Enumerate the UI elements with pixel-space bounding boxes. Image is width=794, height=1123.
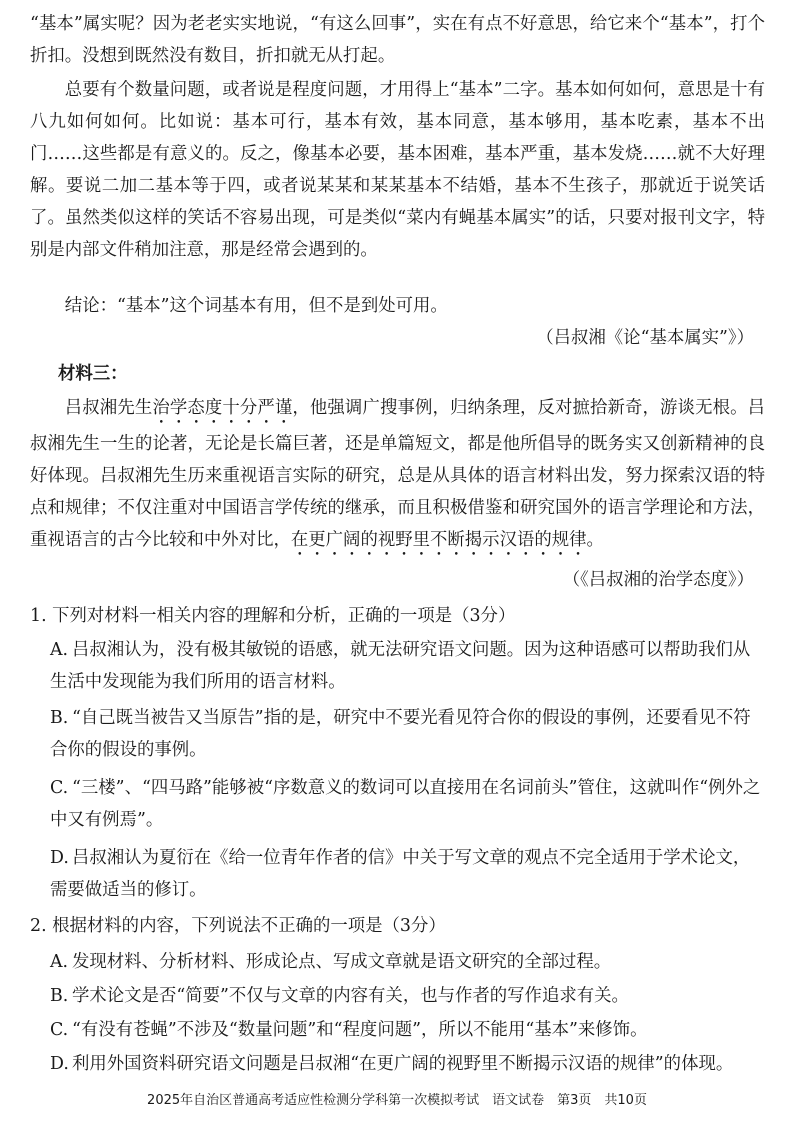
option-label: B.	[50, 986, 69, 1006]
option-text: 吕叔湘认为，没有极其敏锐的语感，就无法研究语文问题。因为这种语感可以帮助我们从生活中发现能为我们所用的语言材料。	[50, 640, 751, 692]
option-label: B.	[50, 708, 69, 728]
material3-heading: 材料三：	[58, 364, 128, 384]
question-1-option-c	[50, 772, 765, 836]
question-1-option-a	[50, 634, 765, 698]
option-text: 发现材料、分析材料、形成论点、写成文章就是语文研究的全部过程。	[72, 952, 612, 972]
material2-paragraph-2: 总要有个数量问题，或者说是程度问题，才用得上“基本”二字。基本如何如何，意思是十有八九如何如何。比如说：基本可行，基本有效，基本同意，基本够用，基本吃素，基本不出门……这些都是有意义的。反之，像基本必要，基本困难，基本严重，基本发烧……就不大好理解。要说二加二基本等于四，或者说某某和某某基本不结婚，基本不生孩子，那就近于说笑话了。虽然类似这样的笑话不容易出现，可是类似“菜内有蝇基本属实”的话，只要对报刊文字，特别是内部文件稍加注意，那是经常会遇到的。	[30, 80, 765, 260]
material2-paragraph-1: “基本”属实呢？因为老老实实地说，“有这么回事”，实在有点不好意思，给它来个“基本”，打个折扣。没想到既然没有数目，折扣就无从打起。	[30, 14, 765, 66]
option-text: “三楼”、“四马路”能够被“序数意义的数词可以直接用在名词前头”管住，这就叫作“例外之中又有例焉”。	[50, 778, 761, 830]
material3-source: （《吕叔湘的治学态度》）	[562, 570, 754, 590]
material3-paragraph	[30, 392, 765, 560]
option-text: “有没有苍蝇”不涉及“数量问题”和“程度问题”，所以不能用“基本”来修饰。	[72, 1020, 648, 1040]
option-text: 吕叔湘认为夏衍在《给一位青年作者的信》中关于写文章的观点不完全适用于学术论文，需要做适当的修订。	[50, 848, 751, 900]
option-label: C.	[50, 1020, 69, 1040]
option-text: “自己既当被告又当原告”指的是，研究中不要光看见符合你的假设的事例，还要看见不符合你的假设的事例。	[50, 708, 751, 760]
emphasis-dotted-phrase-2: 在更广阔的视野里不断揭示汉语的规律	[290, 530, 587, 550]
option-label: D.	[50, 848, 69, 868]
emphasis-dotted-phrase-1: 治学态度十分严谨	[152, 398, 293, 418]
question-1-option-d	[50, 842, 765, 906]
material2-conclusion: 结论：“基本”这个词基本有用，但不是到处可用。	[64, 296, 448, 316]
question-2-option-b	[50, 980, 765, 1012]
question-2-option-a	[50, 946, 765, 978]
option-label: A.	[50, 952, 69, 972]
option-label: D.	[50, 1054, 69, 1074]
material3-text-b: ，他强调广搜事例，归纳条理，反对摭拾新奇，游谈无根。吕叔湘先生一生的论著，无论是长篇巨著，还是单篇短文，都是他所倡导的既务实又创新精神的良好体现。吕叔湘先生历来重视语言实际的研究，总是从具体的语言材料出发，努力探索汉语的特点和规律；不仅注重对中国语言学传统的继承，而且积极借鉴和研究国外的语言学理论和方法，重视语言的古今比较和中外对比，	[30, 398, 765, 550]
page-footer: 2025年自治区普通高考适应性检测分学科第一次模拟考试 语文试卷 第3页 共10页	[147, 1093, 647, 1108]
question-1-option-b	[50, 702, 765, 766]
option-text: 学术论文是否“简要”不仅与文章的内容有关，也与作者的写作追求有关。	[72, 986, 629, 1006]
question-2-option-c	[50, 1014, 765, 1046]
material3-text-a: 吕叔湘先生	[64, 398, 153, 418]
option-text: 利用外国资料研究语文问题是吕叔湘“在更广阔的视野里不断揭示汉语的规律”的体现。	[72, 1054, 734, 1074]
option-label: C.	[50, 778, 69, 798]
question-2-stem: 2. 根据材料的内容，下列说法不正确的一项是（3分）	[30, 916, 446, 936]
question-2-option-d	[50, 1048, 765, 1080]
material3-text-c: 。	[586, 530, 604, 550]
material2-source: （吕叔湘《论“基本属实”》）	[536, 328, 754, 348]
question-1-stem: 1. 下列对材料一相关内容的理解和分析，正确的一项是（3分）	[30, 606, 516, 626]
option-label: A.	[50, 640, 69, 660]
